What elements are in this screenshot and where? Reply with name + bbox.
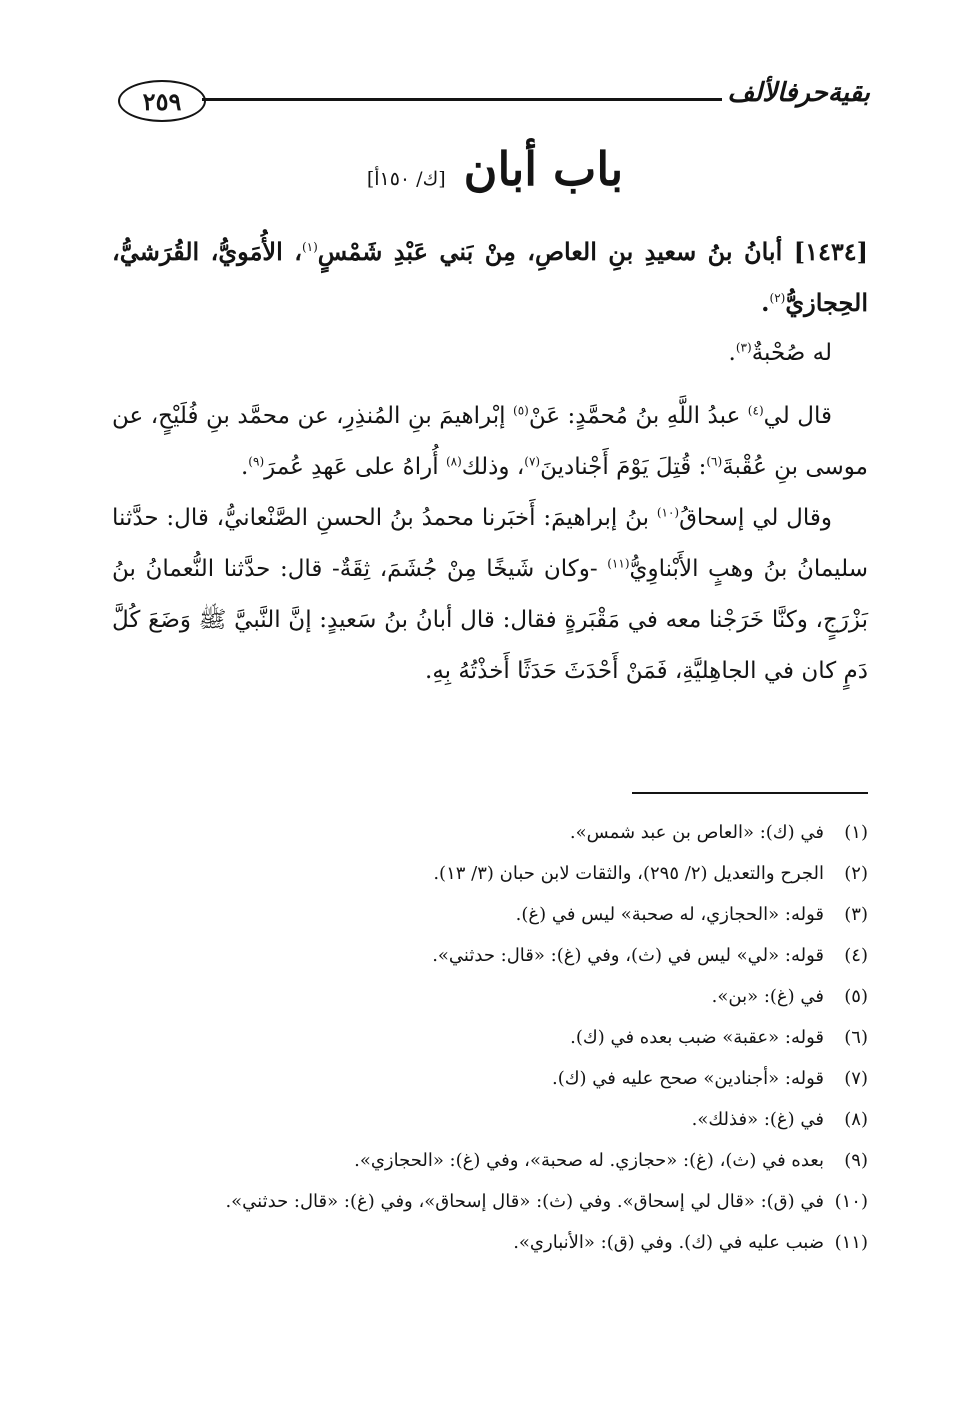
header-rule bbox=[202, 98, 722, 101]
footnote-ref: (٩) bbox=[248, 454, 265, 469]
footnote-text: في (ك): «العاص بن عبد شمس». bbox=[569, 822, 824, 843]
footnote-number: (٦) bbox=[844, 1027, 868, 1048]
footnote-ref: (١١) bbox=[607, 556, 630, 571]
footnote-text: قوله: «لي» ليس في (ث)، وفي (غ): «قال: حدثني». bbox=[432, 945, 824, 966]
footnote-text: ضبب عليه في (ك). وفي (ق): «الأنباري». bbox=[513, 1232, 824, 1253]
footnote-ref: (١٠) bbox=[656, 505, 680, 520]
subline-text: له صُحْبةٌ bbox=[751, 340, 832, 366]
footnote-item bbox=[112, 1058, 868, 1099]
footnote-number: (٩) bbox=[844, 1150, 868, 1171]
footnote-number: (٨) bbox=[844, 1109, 868, 1130]
chapter-title: باب أبان bbox=[463, 142, 624, 196]
footnote-number: (٣) bbox=[844, 904, 868, 925]
footnote-ref: (٥) bbox=[513, 403, 529, 418]
paragraph-2-text: بنُ إبراهيمَ: أَخبَرنا محمدُ بنُ الحسنِ الصَّنْعانيُّ، قال: حدَّثنا سليمانُ بنُ وهبٍ الأَبْناوِيُّ bbox=[112, 505, 869, 582]
footnotes-list bbox=[112, 812, 868, 1263]
paragraph-1-text: أُراهُ على عَهدِ عُمرَ bbox=[264, 454, 446, 480]
footnote-ref: (٣) bbox=[735, 340, 752, 355]
footnote-text: قوله: «عقبة» ضبب بعده في (ك). bbox=[570, 1027, 824, 1048]
footnote-item bbox=[112, 894, 868, 935]
footnote-item bbox=[112, 1181, 868, 1222]
footnote-item bbox=[112, 976, 868, 1017]
page-number: ٢٥٩ bbox=[118, 80, 206, 122]
paragraph-1-text: عبدُ اللَّهِ بنُ مُحمَّدٍ: عَنْ bbox=[528, 403, 748, 429]
footnote-ref: (٤) bbox=[747, 403, 764, 418]
paragraph-1-text: قال لي bbox=[763, 403, 833, 429]
entry-head-cont: ، الأُمَويُّ، القُرَشيُّ، الحِجازيُّ bbox=[112, 237, 868, 317]
main-text bbox=[112, 226, 868, 697]
footnote-item bbox=[112, 812, 868, 853]
paragraph-1-text: . bbox=[240, 454, 249, 480]
footnote-text: بعده في (ث)، (غ): «حجازي. له صحبة»، وفي (غ): «الحجازي». bbox=[354, 1150, 824, 1171]
footnote-item bbox=[112, 1099, 868, 1140]
footnote-item bbox=[112, 1017, 868, 1058]
manuscript-ref: [ك/ ١٥٠أ] bbox=[366, 168, 446, 190]
chapter-heading bbox=[320, 142, 670, 212]
running-head: بقيةحرفالألف bbox=[727, 78, 870, 108]
paragraph-1-text: إبْراهيمَ بنِ المُنذِرِ، عن محمَّد بنِ فُلَيْحٍ، عن موسى بنِ عُقْبةَ bbox=[112, 403, 868, 480]
footnote-number: (١) bbox=[844, 822, 868, 843]
footnote-text: الجرح والتعديل (٢/ ٢٩٥)، والثقات لابن حبان (٣/ ١٣). bbox=[433, 863, 824, 884]
entry-heading bbox=[112, 226, 868, 328]
footnote-number: (٢) bbox=[844, 863, 868, 884]
footnote-text: في (غ): «بن». bbox=[711, 986, 824, 1007]
footnote-text: في (ق): «قال لي إسحاق». وفي (ث): «قال إسحاق»، وفي (غ): «قال: حدثني». bbox=[225, 1191, 824, 1212]
footnote-text: قوله: «أجنادين» صحح عليه في (ك). bbox=[551, 1068, 824, 1089]
paragraph-1-text: ، وذلك bbox=[461, 454, 525, 480]
entry-head: [١٤٣٤] أبانُ بنُ سعيدِ بنِ العاصِ، مِنْ بَني عَبْدِ شَمْسٍ bbox=[317, 237, 868, 266]
subline-end: . bbox=[728, 340, 736, 366]
footnote-item bbox=[112, 1222, 868, 1263]
footnote-number: (٧) bbox=[844, 1068, 868, 1089]
paragraph-2 bbox=[112, 493, 868, 697]
footnote-ref: (٦) bbox=[706, 454, 723, 469]
footnote-number: (٤) bbox=[844, 945, 868, 966]
paragraph-2-text: -وكان شَيخًا مِنْ جُشَمَ، ثِقَةٌ- قال: حدَّثنا النُّعمانُ بنُ بَزْرَجٍ، وكنَّا خَرَجْنا معه في مَقْبَرةٍ فقال: قال أبانُ بنُ سَعيدٍ: إنَّ النَّبيَّ ﷺ وَضَعَ كُلَّ دَمٍ كان في الجاهِليَّةِ، فَمَنْ أَحْدَثَ حَدَثًا أَخذْتُهُ بِهِ. bbox=[112, 556, 868, 684]
footnote-number: (٥) bbox=[844, 986, 868, 1007]
footnote-ref: (١) bbox=[301, 240, 318, 254]
footnote-text: قوله: «الحجازي، له صحبة» ليس في (غ). bbox=[515, 904, 824, 925]
entry-head-end: . bbox=[761, 288, 770, 317]
footnote-number: (١٠) bbox=[834, 1191, 868, 1212]
page-header bbox=[118, 76, 870, 126]
footnote-item bbox=[112, 853, 868, 894]
paragraph-1-text: : قُتِلَ يَوْمَ أَجْنادينَ bbox=[540, 454, 707, 480]
paragraph-1 bbox=[112, 391, 868, 493]
footnote-item bbox=[112, 1140, 868, 1181]
footnote-ref: (٢) bbox=[769, 291, 786, 305]
entry-subline bbox=[112, 328, 868, 379]
footnote-ref: (٨) bbox=[445, 454, 462, 469]
footnote-ref: (٧) bbox=[524, 454, 541, 469]
footnote-separator bbox=[632, 792, 868, 794]
footnote-item bbox=[112, 935, 868, 976]
paragraph-2-text: وقال لي إسحاقُ bbox=[679, 505, 833, 531]
footnote-number: (١١) bbox=[834, 1232, 868, 1253]
footnote-text: في (غ): «فذلك». bbox=[691, 1109, 824, 1130]
